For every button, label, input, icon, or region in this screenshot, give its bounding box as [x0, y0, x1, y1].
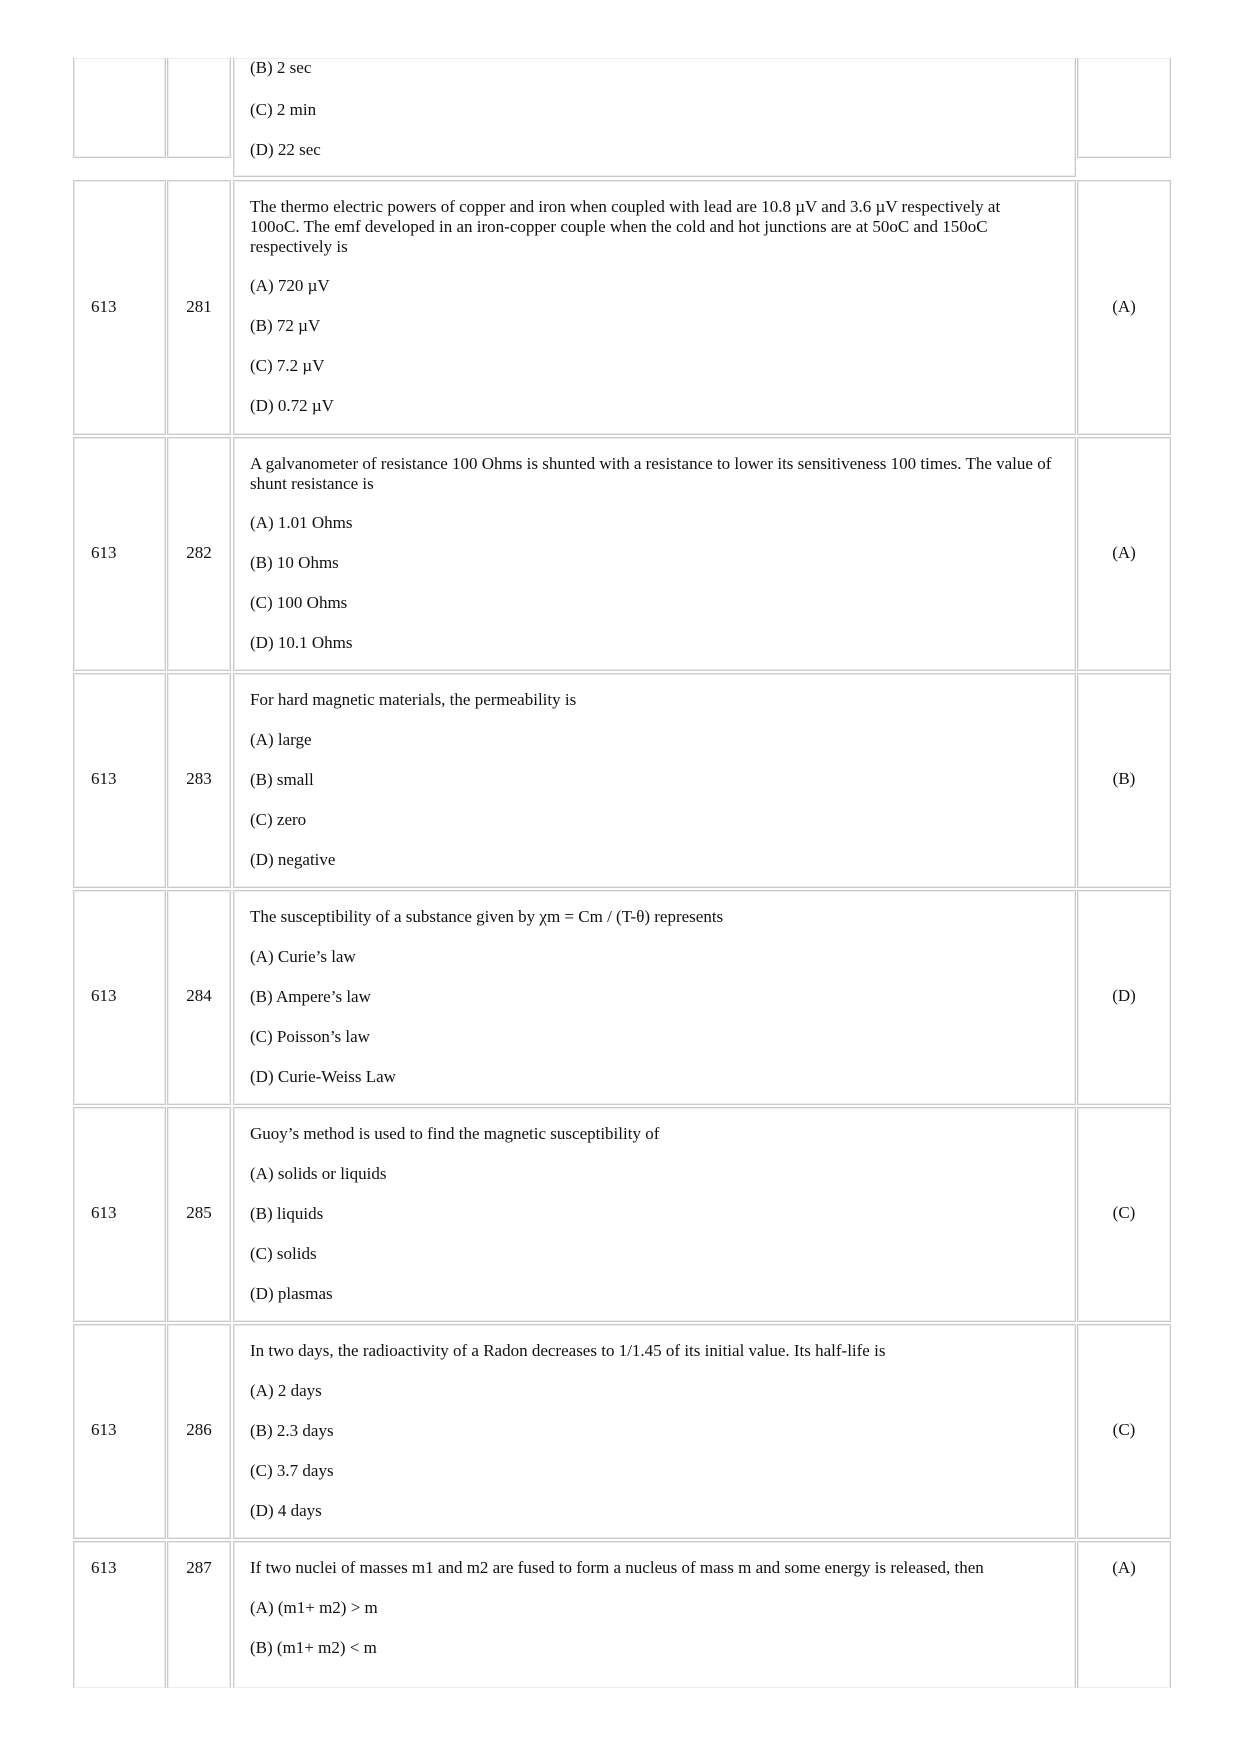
option: (B) liquids: [250, 1204, 324, 1223]
cell-code: [73, 673, 166, 888]
cell-qno-partial: [167, 58, 231, 158]
option: (C) 7.2 µV: [250, 356, 325, 375]
option: (A) large: [250, 730, 312, 749]
question-text: The susceptibility of a substance given by χm = Cm / (T-θ) represents: [250, 907, 724, 926]
cell-code-partial: [73, 58, 166, 158]
cell-code: [73, 1107, 166, 1322]
question-number: 281: [186, 297, 212, 316]
option: (B) 2 sec: [250, 58, 312, 77]
answer-key: (D): [1112, 986, 1136, 1005]
question-text: The thermo electric powers of copper and iron when coupled with lead are 10.8 µV and 3.6 µV respectively at 100oC. The emf developed in an iron-copper couple when the cold and hot junctions are at 50oC and 150oC respectively is: [250, 197, 1001, 256]
question-text: For hard magnetic materials, the permeability is: [250, 690, 577, 709]
cell-answer: [1077, 437, 1171, 671]
option: (A) 1.01 Ohms: [250, 513, 353, 532]
answer-key: (C): [1112, 1203, 1136, 1222]
paper-code: 613: [91, 1558, 117, 1577]
cell-code: [73, 1541, 166, 1688]
cell-question: [233, 1541, 1076, 1688]
cell-code: [73, 180, 166, 435]
answer-key: (B): [1112, 769, 1136, 788]
option: (C) 2 min: [250, 100, 317, 119]
answer-key: (C): [1112, 1420, 1136, 1439]
question-text: A galvanometer of resistance 100 Ohms is shunted with a resistance to lower its sensitiveness 100 times. The value of shunt resistance is: [250, 454, 1052, 493]
option: (A) solids or liquids: [250, 1164, 387, 1183]
option: (C) zero: [250, 810, 307, 829]
option: (B) 2.3 days: [250, 1421, 334, 1440]
paper-code: 613: [91, 1420, 117, 1439]
option: (C) Poisson’s law: [250, 1027, 370, 1046]
answer-key: (A): [1112, 297, 1136, 316]
question-text: If two nuclei of masses m1 and m2 are fused to form a nucleus of mass m and some energy is released, then: [250, 1558, 984, 1577]
cell-question-partial: [233, 58, 1076, 177]
cell-qno: [167, 437, 231, 671]
option: (D) 4 days: [250, 1501, 322, 1520]
option: (C) 3.7 days: [250, 1461, 334, 1480]
option: (D) 10.1 Ohms: [250, 633, 353, 652]
option: (A) Curie’s law: [250, 947, 356, 966]
option: (B) Ampere’s law: [250, 987, 371, 1006]
question-number: 284: [186, 986, 212, 1005]
cell-answer: [1077, 890, 1171, 1105]
cell-question: [233, 890, 1076, 1105]
paper-code: 613: [91, 543, 117, 562]
answer-key: (A): [1112, 543, 1136, 562]
cell-answer: [1077, 1324, 1171, 1539]
cell-answer-partial: [1077, 58, 1171, 158]
option: (A) 720 µV: [250, 276, 330, 295]
cell-answer: [1077, 673, 1171, 888]
option: (D) 22 sec: [250, 140, 321, 159]
cell-answer: [1077, 180, 1171, 435]
option: (B) 72 µV: [250, 316, 321, 335]
cell-qno: [167, 1324, 231, 1539]
option: (C) solids: [250, 1244, 317, 1263]
question-number: 285: [186, 1203, 212, 1222]
option: (A) (m1+ m2) > m: [250, 1598, 378, 1617]
paper-code: 613: [91, 769, 117, 788]
cell-question: [233, 437, 1076, 671]
option: (B) small: [250, 770, 314, 789]
cell-qno: [167, 1541, 231, 1688]
cell-answer: [1077, 1541, 1171, 1688]
option: (A) 2 days: [250, 1381, 322, 1400]
option: (D) 0.72 µV: [250, 396, 334, 415]
question-number: 286: [186, 1420, 212, 1439]
option: (B) 10 Ohms: [250, 553, 339, 572]
cell-answer: [1077, 1107, 1171, 1322]
paper-code: 613: [91, 1203, 117, 1222]
cell-question: [233, 180, 1076, 435]
option: (D) negative: [250, 850, 336, 869]
cell-question: [233, 1107, 1076, 1322]
cell-code: [73, 890, 166, 1105]
cell-code: [73, 1324, 166, 1539]
question-text: In two days, the radioactivity of a Radon decreases to 1/1.45 of its initial value. Its half-life is: [250, 1341, 886, 1360]
option: (D) Curie-Weiss Law: [250, 1067, 396, 1086]
question-number: 283: [186, 769, 212, 788]
paper-code: 613: [91, 297, 117, 316]
cell-code: [73, 437, 166, 671]
question-number: 287: [186, 1558, 212, 1577]
cell-qno: [167, 673, 231, 888]
answer-key: (A): [1112, 1558, 1136, 1577]
cell-qno: [167, 1107, 231, 1322]
option: (B) (m1+ m2) < m: [250, 1638, 377, 1657]
cell-question: [233, 673, 1076, 888]
question-number: 282: [186, 543, 212, 562]
paper-code: 613: [91, 986, 117, 1005]
cell-question: [233, 1324, 1076, 1539]
option: (D) plasmas: [250, 1284, 333, 1303]
question-text: Guoy’s method is used to find the magnetic susceptibility of: [250, 1124, 660, 1143]
cell-qno: [167, 180, 231, 435]
cell-qno: [167, 890, 231, 1105]
option: (C) 100 Ohms: [250, 593, 348, 612]
